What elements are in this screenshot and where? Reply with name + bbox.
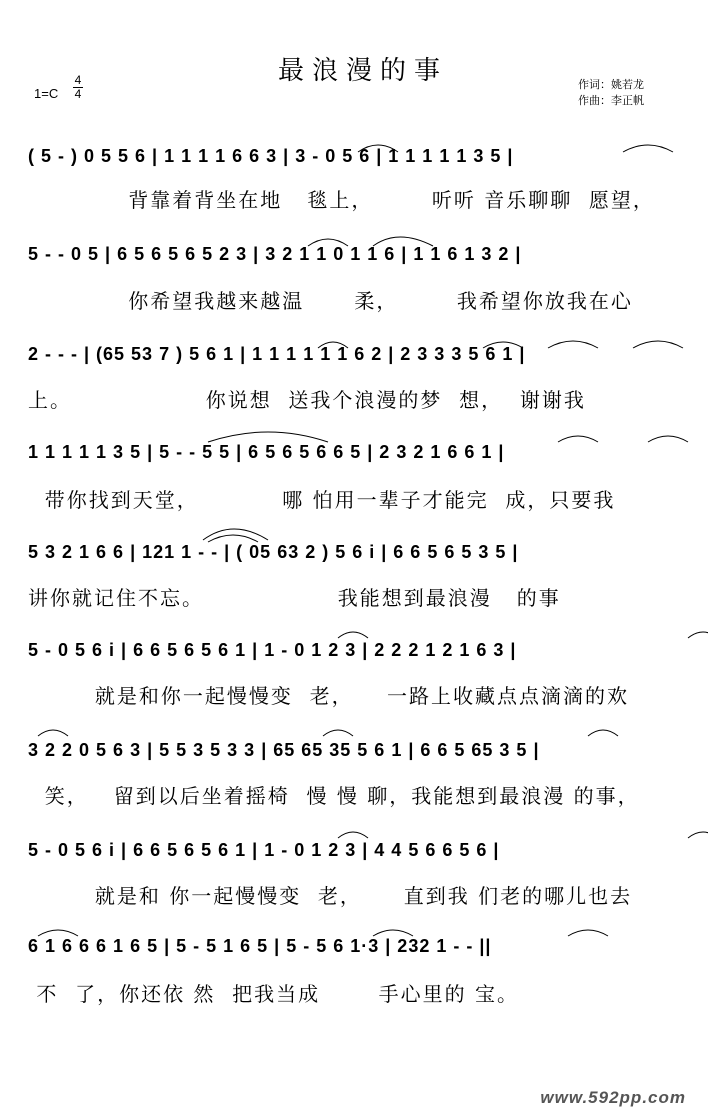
- lyrics-line: 你希望我越来越温 柔， 我希望你放我在心: [28, 289, 633, 313]
- slur-marks: [28, 520, 708, 544]
- time-signature: [73, 74, 83, 101]
- slur-marks: [28, 716, 708, 740]
- notation-line: 1 1 1 1 1 3 5 | 5 - - 5 5 | 6 5 6 5 6 6 5 | 2 3 2 1 6 6 1 |: [28, 442, 505, 462]
- notation-line: 5 - - 0 5 | 6 5 6 5 6 5 2 3 | 3 2 1 1 0 1 1 6 | 1 1 6 1 3 2 |: [28, 244, 522, 264]
- notation-line: ( 5 - ) 0 5 5 6 | 1 1 1 1 6 6 3 | 3 - 0 5 6 | 1 1 1 1 1 3 5 |: [28, 146, 514, 166]
- slur-marks: [28, 818, 708, 842]
- lyricist-credit: 作词：姚若龙: [578, 78, 644, 91]
- lyrics-line: 笑， 留到以后坐着摇椅 慢 慢 聊，我能想到最浪漫 的事，: [28, 784, 640, 808]
- lyrics-line: 讲你就记住不忘。 我能想到最浪漫 的事: [28, 586, 561, 610]
- time-signature-top: 4: [74, 73, 82, 87]
- lyrics-line: 背靠着背坐在地 毯上， 听听 音乐聊聊 愿望，: [28, 188, 655, 212]
- lyrics-line: 不 了，你还依 然 把我当成 手心里的 宝。: [28, 982, 520, 1006]
- lyrics-line: 上。 你说想 送我个浪漫的梦 想， 谢谢我: [28, 388, 586, 412]
- slur-marks: [28, 618, 708, 642]
- notation-line: 2 - - - | (65 53 7 ) 5 6 1 | 1 1 1 1 1 1 6 2 | 2 3 3 3 5 6 1 |: [28, 344, 526, 364]
- notation-line: 5 - 0 5 6 i | 6 6 5 6 5 6 1 | 1 - 0 1 2 3 | 2 2 2 1 2 1 6 3 |: [28, 640, 517, 660]
- time-signature-bottom: 4: [74, 87, 82, 101]
- site-watermark: www.592pp.com: [540, 1088, 686, 1107]
- composer-credit: 作曲：李正帆: [578, 94, 644, 107]
- lyrics-line: 带你找到天堂， 哪 怕用一辈子才能完 成，只要我: [28, 488, 616, 512]
- notation-line: 3 2 2 0 5 6 3 | 5 5 3 5 3 3 | 65 65 35 5 6 1 | 6 6 5 65 3 5 |: [28, 740, 540, 760]
- notation-line: 6 1 6 6 6 1 6 5 | 5 - 5 1 6 5 | 5 - 5 6 1·3 | 232 1 - - ||: [28, 936, 492, 956]
- lyrics-line: 就是和 你一起慢慢变 老， 直到我 们老的哪儿也去: [28, 884, 633, 908]
- notation-line: 5 - 0 5 6 i | 6 6 5 6 5 6 1 | 1 - 0 1 2 3 | 4 4 5 6 6 5 6 |: [28, 840, 500, 860]
- key-signature: 1=C: [34, 86, 59, 101]
- song-title: 最浪漫的事: [277, 56, 448, 86]
- notation-line: 5 3 2 1 6 6 | 121 1 - - | ( 05 63 2 ) 5 6 i | 6 6 5 6 5 3 5 |: [28, 542, 519, 562]
- lyrics-line: 就是和你一起慢慢变 老， 一路上收藏点点滴滴的欢: [28, 684, 630, 708]
